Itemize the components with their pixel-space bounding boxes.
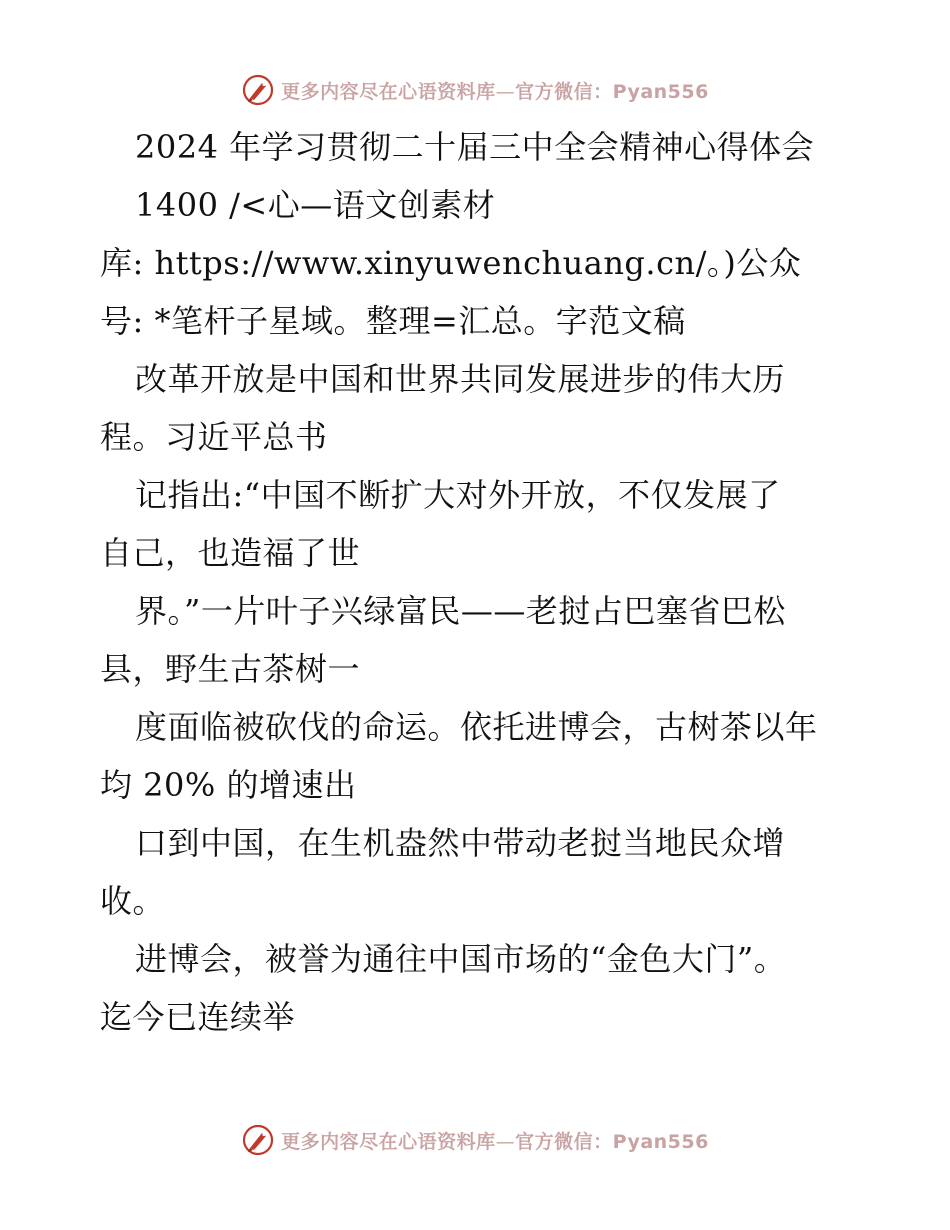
- doc-line: 库: https://www.xinyuwenchuang.cn/。)公众: [100, 244, 802, 282]
- doc-line: 号: *笔杆子星域。整理=汇总。字范文稿: [100, 302, 686, 340]
- watermark-text: 更多内容尽在心语资料库—官方微信：Pyan556: [281, 80, 709, 103]
- doc-line: 界。”一片叶子兴绿富民——老挝占巴塞省巴松: [135, 592, 786, 630]
- doc-line: 记指出:“中国不断扩大对外开放，不仅发展了: [135, 476, 781, 514]
- header-watermark: [0, 68, 950, 112]
- pen-logo-icon: [241, 73, 275, 107]
- footer-watermark: [0, 1118, 950, 1162]
- doc-line: 2024 年学习贯彻二十届三中全会精神心得体会: [135, 128, 815, 166]
- doc-line: 改革开放是中国和世界共同发展进步的伟大历: [135, 360, 786, 398]
- pen-logo-icon: [241, 1123, 275, 1157]
- doc-line: 1400 /<心—语文创素材: [135, 186, 496, 224]
- doc-line: 进博会，被誉为通往中国市场的“金色大门”。: [135, 940, 787, 978]
- doc-line: 迄今已连续举: [100, 998, 296, 1036]
- document-body: [100, 118, 860, 1046]
- doc-line: 收。: [100, 882, 166, 920]
- doc-line: 度面临被砍伐的命运。依托进博会，古树茶以年: [135, 708, 818, 746]
- doc-line: 口到中国，在生机盎然中带动老挝当地民众增: [135, 824, 786, 862]
- doc-line: 均 20% 的增速出: [100, 766, 357, 804]
- doc-line: 自己，也造福了世: [100, 534, 361, 572]
- watermark-text: 更多内容尽在心语资料库—官方微信：Pyan556: [281, 1130, 709, 1153]
- doc-line: 县，野生古茶树一: [100, 650, 361, 688]
- doc-line: 程。习近平总书: [100, 418, 328, 456]
